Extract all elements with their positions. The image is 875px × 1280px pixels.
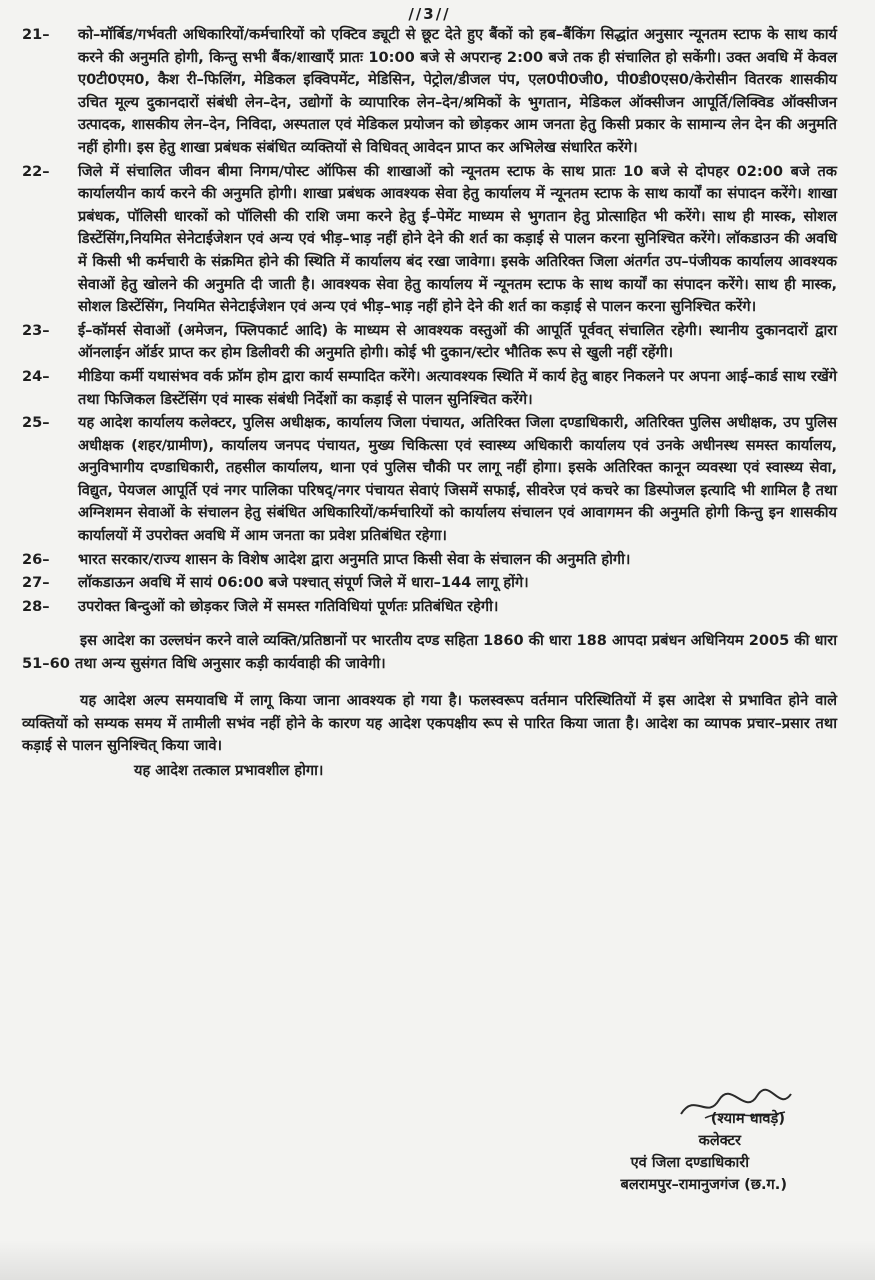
clause-text: को–मॉर्बिड/गर्भवती अधिकारियों/कर्मचारियों को एक्टिव ड्यूटी से छूट देते हुए बैंकों को हब–बैंकिंग सिद्धांत अनुसार न्यूनतम स्टाफ के साथ कार्य करने की अनुमति होगी, किन्तु सभी बैंक/शाखाएँ प्रातः 10:00 बजे से अपरान्ह 2:00 बजे तक ही संचालित हो सकेंगी। उक्त अवधि में केवल ए0टी0एम0, कैश री–फिलिंग, मेडिकल इक्विपमेंट, मेडिसिन, पेट्रोल/डीजल पंप, एल0पी0जी0, पी0डी0एस0/केरोसीन वितरक शासकीय उचित मूल्य दुकानदारों संबंधी लेन–देन, उद्योगों के व्यापारिक लेन–देन/श्रमिकों के भुगतान, मेडिकल ऑक्सीजन आपूर्ति/लिक्विड ऑक्सीजन उत्पादक, शासकीय लेन–देन, निविदा, अस्पताल एवं मेडिकल प्रयोजन को छोड़कर आम जनता हेतु किसी प्रकार के सामान्य लेन देन की अनुमति नहीं होगी। इस हेतु शाखा प्रबंधक संबंधित व्यक्तियों से विधिवत् आवेदन प्राप्त कर अभिलेख संधारित करेंगे।: [78, 26, 837, 156]
clause-26: [22, 549, 837, 572]
clause-text: ई–कॉमर्स सेवाओं (अमेजन, फ्लिपकार्ट आदि) के माध्यम से आवश्यक वस्तुओं की आपूर्ति पूर्ववत् संचालित रहेगी। स्थानीय दुकानदारों द्वारा ऑनलाईन ऑर्डर प्राप्त कर होम डिलीवरी की अनुमति होगी। कोई भी दुकान/स्टोर भौतिक रूप से खुली नहीं रहेंगी।: [78, 321, 837, 362]
clause-number: 21–: [22, 26, 50, 43]
clause-text: उपरोक्त बिन्दुओं को छोड़कर जिले में समस्त गतिविधियां पूर्णतः प्रतिबंधित रहेगी।: [78, 597, 499, 615]
signatory-name: (श्याम धावड़े): [710, 1110, 785, 1127]
clause-text: [78, 572, 837, 595]
clause-number: 23–: [22, 321, 50, 339]
clause-22: [22, 161, 837, 319]
clause-text-post: लागू होंगे।: [471, 574, 529, 592]
ex-parte-paragraph: यह आदेश अल्प समयावधि में लागू किया जाना आवश्यक हो गया है। फलस्वरूप वर्तमान परिस्थितियों में इस आदेश से प्रभावित होने वाले व्यक्तियों को सम्यक समय में तामीली सभंव नहीं होने के कारण यह आदेश एकपक्षीय रूप से पारित किया जाता है। आदेश का व्यापक प्रचार–प्रसार तथा कड़ाई से पालन सुनिश्चित् किया जावे।: [22, 692, 837, 755]
signature-block: [557, 1108, 787, 1196]
clause-24: [22, 366, 837, 411]
clause-text-pre: लॉकडाऊन अवधि में सायं 06:00 बजे पश्चात् संपूर्ण जिले में: [78, 574, 412, 592]
effective-statement: यह आदेश तत्काल प्रभावशील होगा।: [134, 762, 324, 779]
clause-27: [22, 572, 837, 595]
clause-number: 22–: [22, 162, 50, 180]
clause-28: [22, 596, 837, 619]
clause-number: 28–: [22, 597, 50, 615]
clause-number: 26–: [22, 550, 50, 568]
signatory-designation: एवं जिला दण्डाधिकारी: [630, 1154, 749, 1171]
clause-23: [22, 320, 837, 365]
clause-21: [22, 24, 837, 160]
clause-number: 24–: [22, 367, 50, 385]
signatory-place: बलरामपुर–रामानुजगंज (छ.ग.): [620, 1176, 787, 1193]
penalty-paragraph: इस आदेश का उल्लघंन करने वाले व्यक्ति/प्रतिष्ठानों पर भारतीय दण्ड सहिता 1860 की धारा 188 आपदा प्रबंधन अधिनियम 2005 की धारा 51–60 तथा अन्य सुसंगत विधि अनुसार कड़ी कार्यवाही की जावेगी।: [22, 632, 837, 673]
clause-text: जिले में संचालित जीवन बीमा निगम/पोस्ट ऑफिस की शाखाओं को न्यूनतम स्टाफ के साथ प्रातः 10 बजे से दोपहर 02:00 बजे तक कार्यालयीन कार्य करने की अनुमति होगी। शाखा प्रबंधक आवश्यक सेवा हेतु कार्यालय में न्यूनतम स्टाफ के साथ कार्यों का संपादन करेंगे। शाखा प्रबंधक, पॉलिसी धारकों को पॉलिसी की राशि जमा करने हेतु ई–पेमेंट माध्यम से भुगतान हेतु प्रोत्साहित भी करेंगे। साथ ही मास्क, सोशल डिस्टेंसिंग,नियमित सेनेटाईजेशन एवं अन्य एवं भीड़–भाड़ नहीं होने देने की शर्त का कड़ाई से पालन करना सुनिश्चित करेंगे। लॉकडाउन की अवधि में किसी भी कर्मचारी के संक्रमित होने की स्थिति में कार्यालय बंद रखा जावेगा। इसके अतिरिक्त जिला अंतर्गत उप–पंजीयक कार्यालय आवश्यक सेवाओं हेतु खोलने की अनुमति दी जाती है। आवश्यक सेवा हेतु कार्यालय में न्यूनतम स्टाफ के साथ कार्यों का संपादन करेंगे। साथ ही मास्क, सोशल डिस्टेंसिंग, नियमित सेनेटाईजेशन एवं अन्य एवं भीड़–भाड़ नहीं होने देने की शर्त का कड़ाई से पालन करना सुनिश्चित करेंगे।: [78, 162, 837, 316]
section-144-label: धारा–144: [411, 574, 472, 592]
clause-25: [22, 412, 837, 548]
page-number: //3//: [408, 5, 451, 23]
clause-text: भारत सरकार/राज्य शासन के विशेष आदेश द्वारा अनुमति प्राप्त किसी सेवा के संचालन की अनुमति होगी।: [78, 550, 631, 568]
signatory-title: कलेक्टर: [698, 1132, 741, 1149]
clause-text: मीडिया कर्मी यथासंभव वर्क फ्रॉम होम द्वारा कार्य सम्पादित करेंगे। अत्यावश्यक स्थिति में कार्य हेतु बाहर निकलने पर अपना आई–कार्ड साथ रखेंगे तथा फिजिकल डिस्टेंसिंग एवं मास्क संबंधी निर्देशों का कड़ाई से पालन सुनिश्चित करेंगे।: [78, 367, 837, 408]
clause-text: यह आदेश कार्यालय कलेक्टर, पुलिस अधीक्षक, कार्यालय जिला पंचायत, अतिरिक्त जिला दण्डाधिकारी, अतिरिक्त पुलिस अधीक्षक, उप पुलिस अधीक्षक (शहर/ग्रामीण), कार्यालय जनपद पंचायत, मुख्य चिकित्सा एवं स्वास्थ्य अधिकारी कार्यालय एवं उनके अधीनस्थ समस्त कार्यालय, अनुविभागीय दण्डाधिकारी, तहसील कार्यालय, थाना एवं पुलिस चौकी पर लागू नहीं होगा। इसके अतिरिक्त कानून व्यवस्था एवं स्वास्थ्य सेवा, विद्युत, पेयजल आपूर्ति एवं नगर पालिका परिषद्/नगर पंचायत सेवाएं जिसमें सफाई, सीवरेज एवं कचरे का डिस्पोजल इत्यादि भी शामिल है तथा अग्निशमन सेवाओं के संचालन हेतु संबंधित अधिकारियों/कर्मचारियों को कार्यालय संचालन एवं आवागमन की अनुमति होगी किन्तु इन शासकीय कार्यालयों में उपरोक्त अवधि में आम जनता का प्रवेश प्रतिबंधित रहेगा।: [78, 414, 837, 545]
clause-number: 27–: [22, 574, 50, 592]
clause-number: 25–: [22, 414, 50, 432]
page-bottom-shade: [0, 1240, 875, 1280]
